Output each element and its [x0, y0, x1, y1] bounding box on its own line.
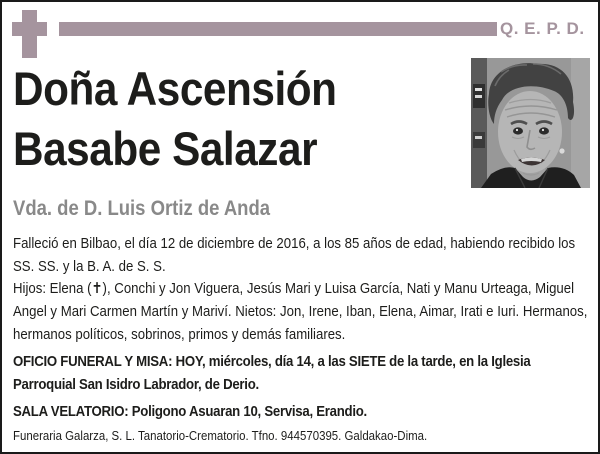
deceased-name-line1: Doña Ascensión [13, 62, 337, 115]
header-rule [59, 22, 497, 36]
portrait-photo [471, 58, 590, 188]
family-paragraph: Hijos: Elena (✝), Conchi y Jon Viguera, Jesús Mari y Luisa García, Nati y Manu Urteaga, Miguel Angel y Mari Carmen Martín y Mariví. Nietos: Jon, Irene, Iban, Elena, Aimar, Irati e Iuri. Hermanos, hermanos políticos, sobrinos, primos y demás familiares. [13, 280, 588, 343]
funeral-home-info: Funeraria Galarza, S. L. Tanatorio-Crematorio. Tfno. 944570395. Galdakao-Dima. [13, 428, 428, 443]
cross-icon-arm [12, 22, 47, 36]
portrait-photo-image [471, 58, 590, 188]
deceased-relationship: Vda. de D. Luis Ortiz de Anda [13, 197, 271, 220]
wake-room-paragraph: SALA VELATORIO: Poligono Asuaran 10, Servisa, Erandio. [13, 403, 367, 420]
death-notice-paragraph: Falleció en Bilbao, el día 12 de diciembre de 2016, a los 85 años de edad, habiendo recibido los SS. SS. y la B. A. de S. S. [13, 235, 576, 275]
qepd-label: Q. E. P. D. [500, 19, 585, 38]
deceased-name-line2: Basabe Salazar [13, 122, 318, 175]
funeral-service-paragraph: OFICIO FUNERAL Y MISA: HOY, miércoles, día 14, a las SIETE de la tarde, en la Iglesia Parroquial San Isidro Labrador, de Derio. [13, 353, 531, 393]
deceased-name [13, 59, 481, 179]
